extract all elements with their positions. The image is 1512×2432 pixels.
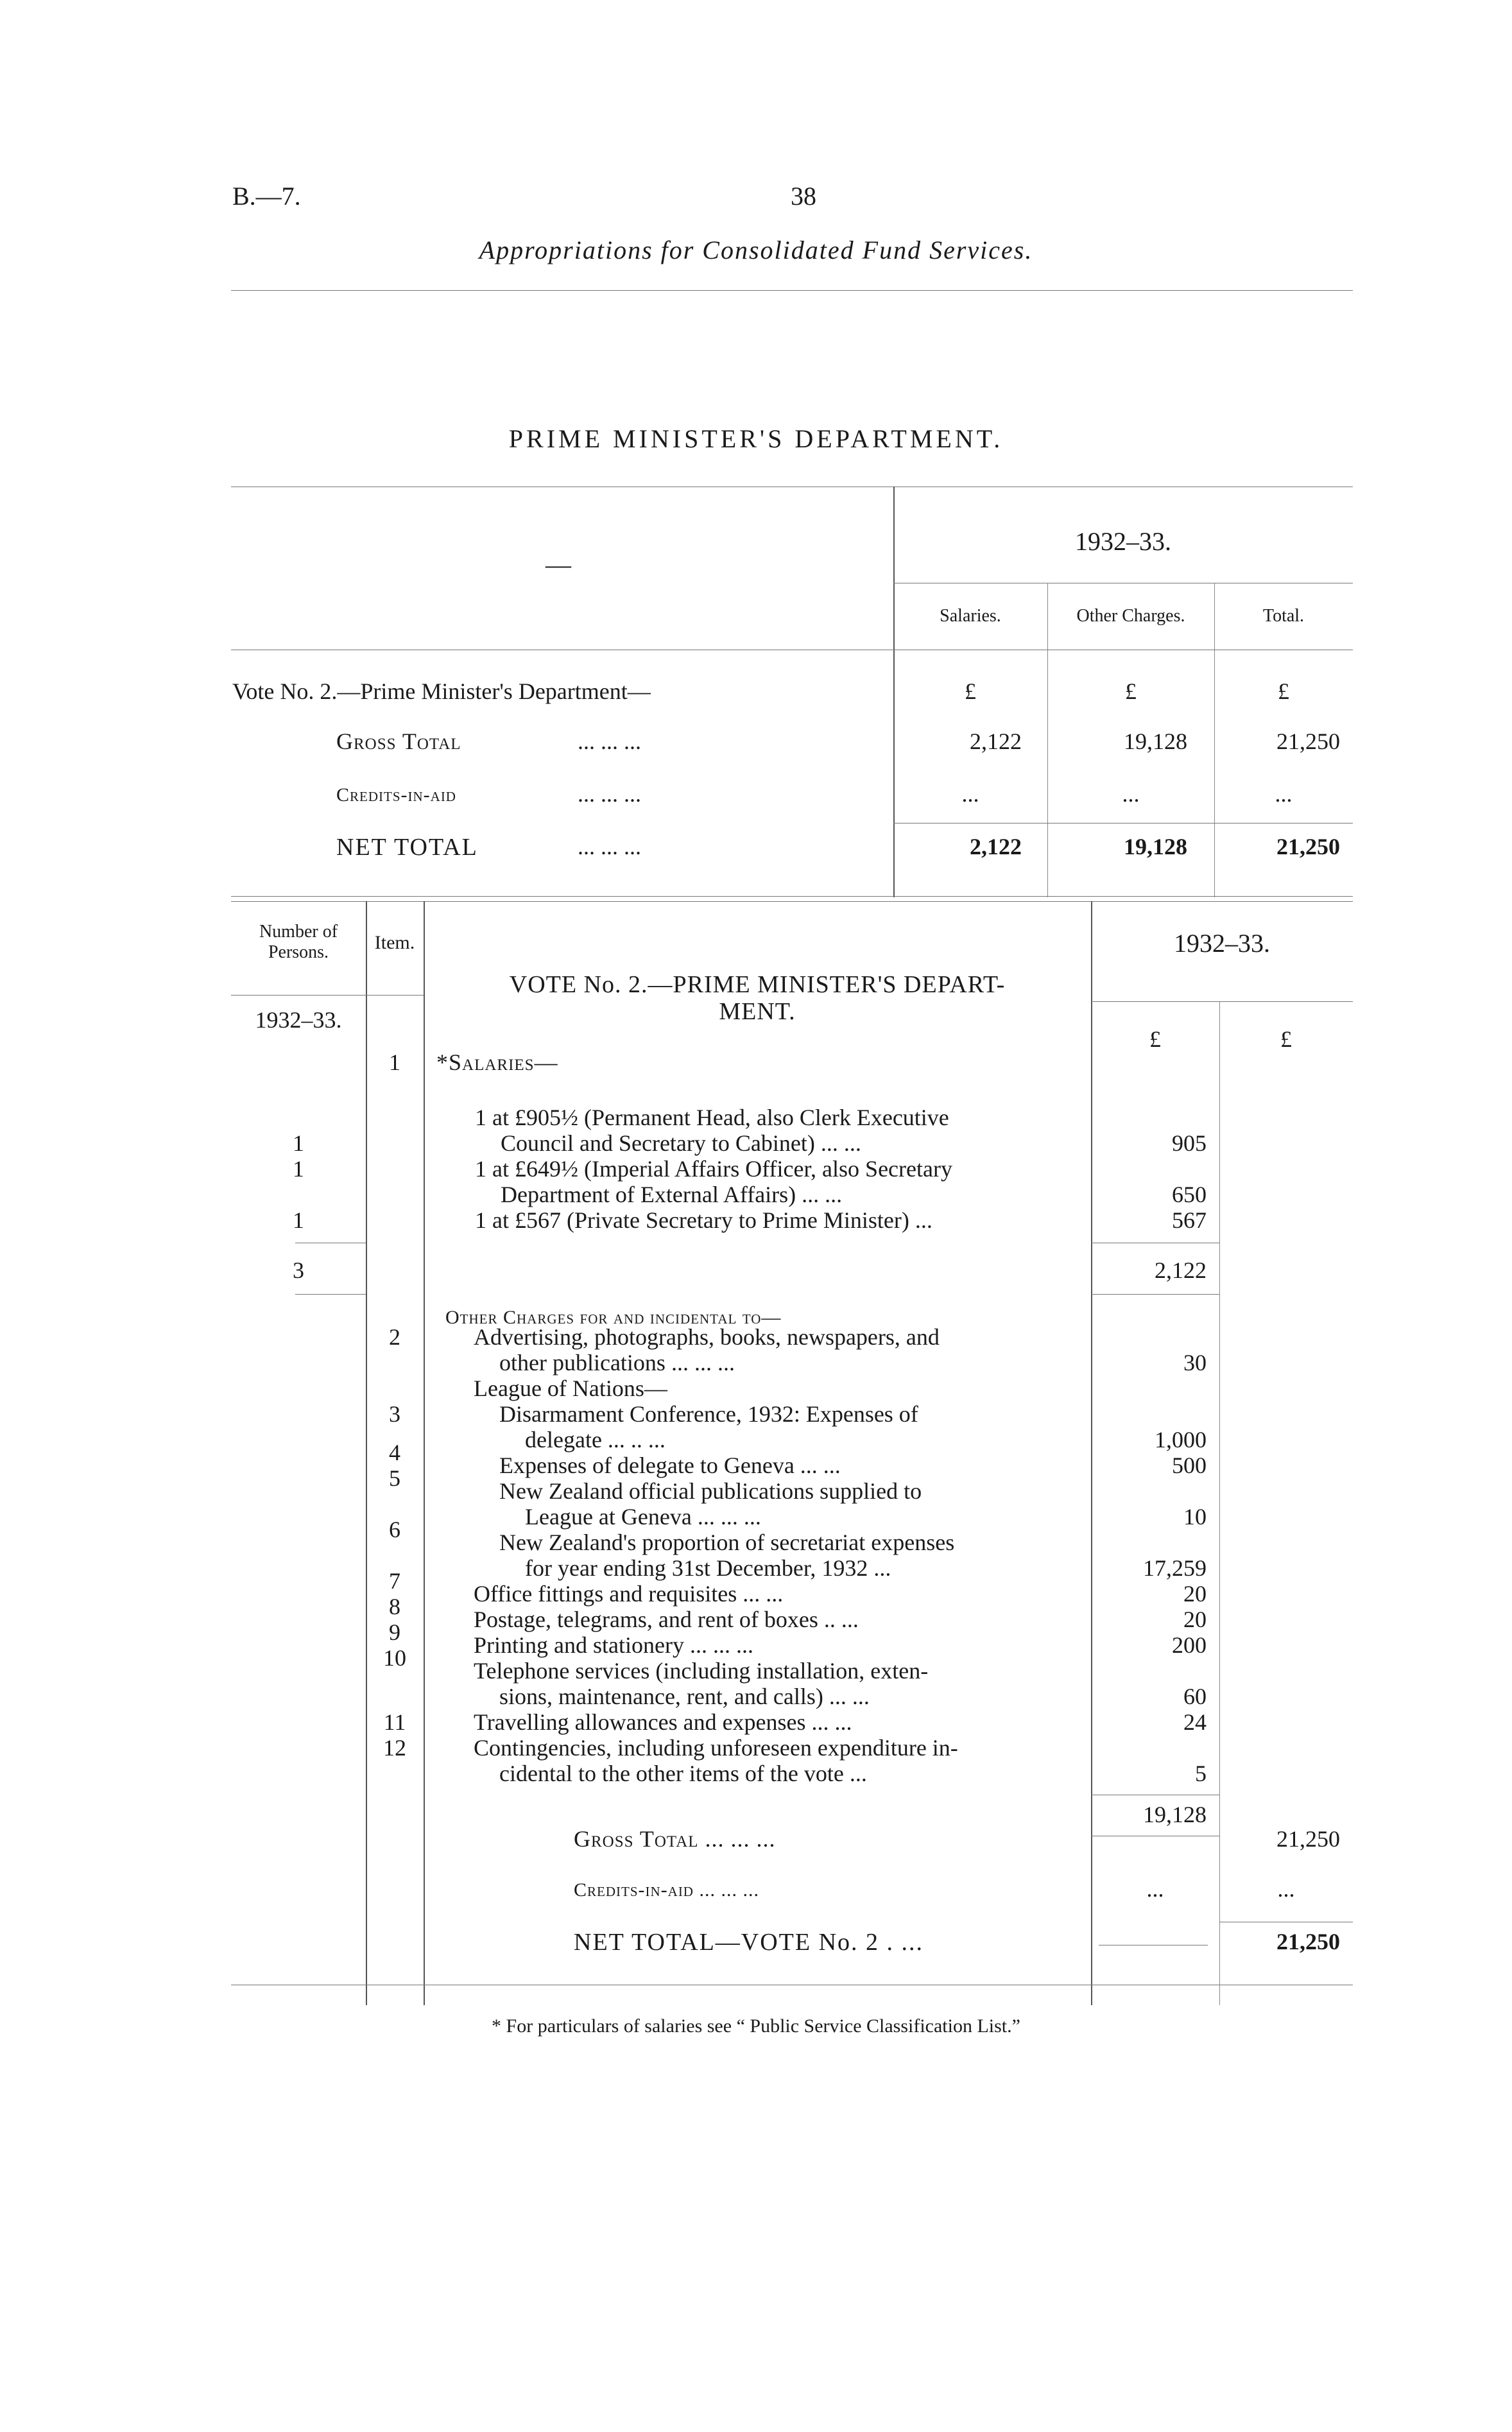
col-salaries: Salaries.	[940, 606, 1001, 626]
charge-amount: 5	[1195, 1761, 1207, 1786]
summary-gross-label: Gross Total	[336, 729, 461, 754]
summary-credits-label: Credits-in-aid	[336, 784, 456, 806]
page-subtitle: Appropriations for Consolidated Fund Services.	[479, 236, 1033, 264]
col-other-charges: Other Charges.	[1076, 606, 1185, 626]
gross-total-label: Gross Total ... ... ...	[574, 1826, 776, 1852]
col-total: Total.	[1262, 606, 1305, 626]
summary-net-total: 21,250	[1276, 834, 1340, 859]
salaries-heading: *Salaries—	[436, 1049, 558, 1075]
summary-credits-salaries: ...	[961, 781, 979, 807]
charge-line: Postage, telegrams, and rent of boxes .. ...	[474, 1607, 859, 1632]
charge-amount: 10	[1183, 1504, 1207, 1530]
col-item: Item.	[374, 932, 415, 953]
summary-net-label: NET TOTAL	[336, 834, 478, 861]
summary-net-salaries: 2,122	[970, 834, 1022, 859]
persons-total-rule	[295, 1294, 366, 1295]
charge-line: Expenses of delegate to Geneva ... ...	[499, 1453, 841, 1478]
charge-amount: 1,000	[1155, 1427, 1207, 1453]
other-charges-subtotal: 19,128	[1143, 1802, 1207, 1827]
detail-year-heading: 1932–33.	[1174, 929, 1270, 958]
footnote: * For particulars of salaries see “ Public Service Classification List.”	[492, 2015, 1020, 2037]
currency-total: £	[1278, 678, 1289, 704]
charge-line: cidental to the other items of the vote ...	[499, 1761, 867, 1786]
summary-credits-other: ...	[1122, 781, 1140, 807]
charge-amount: 17,259	[1143, 1555, 1207, 1581]
year-head-rule	[1091, 1001, 1353, 1002]
vote-label: Vote No. 2.—Prime Minister's Department—	[232, 678, 651, 704]
salary-amount: 567	[1172, 1207, 1207, 1233]
salary-amount: 905	[1172, 1130, 1207, 1156]
persons-count: 1	[293, 1130, 304, 1156]
charge-line: New Zealand's proportion of secretariat expenses	[499, 1530, 955, 1555]
summary-gross-total: 21,250	[1276, 729, 1340, 754]
item-number: 2	[389, 1324, 400, 1350]
leader-dots: ... ... ...	[578, 781, 641, 807]
net-total-label: NET TOTAL—VOTE No. 2 . ...	[574, 1929, 924, 1956]
salaries-subtotal: 2,122	[1155, 1257, 1207, 1283]
persons-head-rule	[231, 995, 424, 996]
summary-credits-total: ...	[1275, 781, 1293, 807]
charge-line: Contingencies, including unforeseen expenditure in-	[474, 1735, 958, 1761]
charge-amount: 20	[1183, 1607, 1207, 1632]
charge-amount: 60	[1183, 1684, 1207, 1709]
charge-amount: 500	[1172, 1453, 1207, 1478]
item-number: 3	[389, 1401, 400, 1427]
charge-line: sions, maintenance, rent, and calls) ... ...	[499, 1684, 870, 1709]
summary-gross-salaries: 2,122	[970, 729, 1022, 754]
item-number: 12	[383, 1735, 406, 1761]
leader-dots: ... ... ...	[578, 834, 641, 859]
amount-total-divider	[1219, 1001, 1220, 2005]
item-number: 7	[389, 1568, 400, 1594]
charge-line: League of Nations—	[474, 1376, 667, 1401]
charge-line: Telephone services (including installation, exten-	[474, 1658, 929, 1684]
detail-top-rule	[231, 901, 1353, 902]
charge-line: League at Geneva ... ... ...	[525, 1504, 761, 1530]
charge-line: New Zealand official publications supplied to	[499, 1478, 922, 1504]
charge-line: Disarmament Conference, 1932: Expenses of	[499, 1401, 918, 1427]
salary-line: Department of External Affairs) ... ...	[501, 1182, 843, 1207]
salary-line: Council and Secretary to Cabinet) ... ...	[501, 1130, 861, 1156]
summary-stub-dash: —	[546, 550, 571, 579]
credits-in-aid-label: Credits-in-aid ... ... ...	[574, 1879, 759, 1901]
vote-title-line-1: VOTE No. 2.—PRIME MINISTER'S DEPART-	[509, 971, 1006, 998]
item-number: 4	[389, 1440, 400, 1465]
col-number-of-persons: Number of Persons.	[259, 922, 338, 962]
department-title: PRIME MINISTER'S DEPARTMENT.	[508, 424, 1004, 453]
gross-total-value: 21,250	[1276, 1826, 1340, 1852]
summary-year-heading: 1932–33.	[1075, 527, 1171, 556]
salaries-total-rule	[1091, 1294, 1219, 1295]
net-total-value: 21,250	[1276, 1929, 1340, 1954]
salary-line: 1 at £905½ (Permanent Head, also Clerk Executive	[475, 1105, 949, 1130]
summary-net-other: 19,128	[1124, 834, 1187, 859]
charge-line: Office fittings and requisites ... ...	[474, 1581, 784, 1607]
page-number: 38	[791, 182, 816, 211]
other-charges-heading: Other Charges for and incidental to—	[445, 1307, 782, 1328]
currency-total: £	[1280, 1026, 1292, 1052]
item-number: 8	[389, 1594, 400, 1619]
item-text-divider	[424, 901, 425, 2005]
persons-year: 1932–33.	[255, 1007, 342, 1033]
currency-salaries: £	[965, 678, 976, 704]
item-number: 9	[389, 1619, 400, 1645]
charge-line: Printing and stationery ... ... ...	[474, 1632, 753, 1658]
summary-gross-other: 19,128	[1124, 729, 1187, 754]
persons-count: 1	[293, 1156, 304, 1182]
charge-amount: 24	[1183, 1709, 1207, 1735]
credits-in-aid-total: ...	[1277, 1876, 1295, 1902]
credits-in-aid-subtotal: ...	[1146, 1876, 1164, 1902]
charge-line: for year ending 31st December, 1932 ...	[525, 1555, 891, 1581]
item-number: 10	[383, 1645, 406, 1671]
salary-line: 1 at £649½ (Imperial Affairs Officer, also Secretary	[475, 1156, 952, 1182]
salary-line: 1 at £567 (Private Secretary to Prime Minister) ...	[475, 1207, 932, 1233]
summary-bottom-rule	[231, 896, 1353, 897]
salary-amount: 650	[1172, 1182, 1207, 1207]
charge-line: other publications ... ... ...	[499, 1350, 735, 1376]
charge-line: Travelling allowances and expenses ... ...	[474, 1709, 852, 1735]
charge-line: Advertising, photographs, books, newspapers, and	[474, 1324, 940, 1350]
leader-dots: ... ... ...	[578, 729, 641, 754]
persons-count: 1	[293, 1207, 304, 1233]
currency-other: £	[1125, 678, 1137, 704]
header-rule	[231, 290, 1353, 291]
persons-total: 3	[293, 1257, 304, 1283]
document-reference: B.—7.	[232, 182, 301, 211]
charge-amount: 200	[1172, 1632, 1207, 1658]
charge-amount: 30	[1183, 1350, 1207, 1376]
vote-title-line-2: MENT.	[719, 998, 796, 1025]
item-number: 1	[389, 1049, 400, 1075]
item-number: 6	[389, 1517, 400, 1542]
item-number: 11	[383, 1709, 406, 1735]
item-number: 5	[389, 1465, 400, 1491]
charge-line: delegate ... .. ...	[525, 1427, 666, 1453]
charge-amount: 20	[1183, 1581, 1207, 1607]
currency-subtotal: £	[1149, 1026, 1161, 1052]
net-rule	[893, 823, 1353, 824]
